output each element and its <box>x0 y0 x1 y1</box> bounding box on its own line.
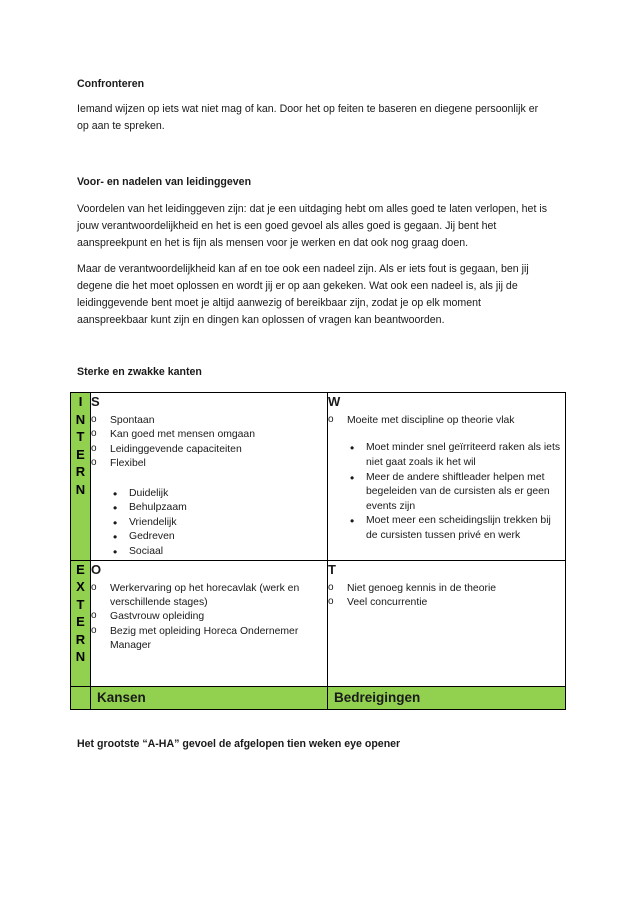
paragraph-voordelen <box>77 201 562 252</box>
list-item: • Behulpzaam <box>91 501 327 516</box>
side-letter: T <box>76 429 85 444</box>
opportunities-letter: O <box>91 561 102 577</box>
list-item: • Moet minder snel geïrriteerd raken als iets niet gaat zoals ik het wil <box>328 441 565 470</box>
strengths-list <box>91 414 327 472</box>
text-line: op aan te spreken. <box>77 120 165 132</box>
text-line: aanspreekbaar kunt zijn en dingen kan oplossen of vragen kan beantwoorden. <box>77 314 445 326</box>
paragraph-confronteren <box>77 101 562 135</box>
strengths-letter: S <box>91 394 100 409</box>
swot-row-intern <box>71 393 566 561</box>
extern-label <box>71 560 91 686</box>
list-item: o Werkervaring op het horecavlak (werk en verschillende stages) <box>91 582 327 611</box>
list-item: o Veel concurrentie <box>328 596 565 610</box>
list-item: • Gedreven <box>91 530 327 545</box>
list-item: o Spontaan <box>91 414 327 428</box>
list-item: • Moet meer een scheidingslijn trekken bij de cursisten tussen privé en werk <box>328 514 565 543</box>
side-letter: R <box>75 631 86 647</box>
list-item: o Kan goed met mensen omgaan <box>91 428 327 442</box>
side-letter: E <box>76 561 85 577</box>
side-letter: E <box>76 446 85 462</box>
footer-corner <box>71 686 91 709</box>
list-item: • Vriendelijk <box>91 516 327 531</box>
list-item: o Gastvrouw opleiding <box>91 610 327 624</box>
side-letter: N <box>75 411 86 427</box>
opportunities-list <box>91 582 327 654</box>
heading-voor-nadelen: Voor- en nadelen van leidinggeven <box>77 176 252 188</box>
swot-row-footer <box>71 686 566 709</box>
text-line: Voordelen van het leidinggeven zijn: dat je een uitdaging hebt om alles goed te laten verlopen, het is <box>77 203 547 215</box>
side-letter: E <box>76 614 85 630</box>
text-line: Maar de verantwoordelijkheid kan af en toe ook een nadeel zijn. Als er iets fout is gegaan, ben jij <box>77 263 529 275</box>
swot-row-extern <box>71 560 566 686</box>
list-item: o Leidinggevende capaciteiten <box>91 443 327 457</box>
side-letter: X <box>76 579 85 595</box>
list-item: o Flexibel <box>91 457 327 471</box>
label-kansen: Kansen <box>91 686 328 709</box>
side-letter: I <box>78 394 83 409</box>
swot-strengths <box>91 393 328 561</box>
list-item: o Moeite met discipline op theorie vlak <box>328 414 565 428</box>
label-bedreigingen: Bedreigingen <box>328 686 566 709</box>
swot-table <box>70 392 566 710</box>
side-letter: N <box>75 481 86 497</box>
text-line: jouw verantwoordelijkheid en het is een goed gevoel als alles goed is gegaan. Jij bent het <box>77 220 497 232</box>
side-letter: T <box>76 596 85 612</box>
heading-aha: Het grootste “A-HA” gevoel de afgelopen tien weken eye opener <box>77 738 401 750</box>
weaknesses-bullets <box>328 441 565 543</box>
text-line: aanspreekpunt en het is fijn als mensen voor je werken en dat ook nog graag doen. <box>77 237 469 249</box>
intern-label <box>71 393 91 561</box>
text-line: leidinggevende bent moet je altijd aanwezig of bereikbaar zijn, zodat je op elk moment <box>77 297 481 309</box>
threats-list <box>328 582 565 611</box>
weaknesses-list <box>328 414 565 428</box>
heading-sterke-zwakke: Sterke en zwakke kanten <box>77 366 202 378</box>
list-item: • Meer de andere shiftleader helpen met begeleiden van de cursisten als er geen events zijn <box>328 471 565 515</box>
swot-weaknesses <box>328 393 566 561</box>
text-line: Iemand wijzen op iets wat niet mag of kan. Door het op feiten te baseren en diegene persoonlijk er <box>77 103 539 115</box>
swot-threats <box>328 560 566 686</box>
side-letter: N <box>75 649 86 665</box>
side-letter: R <box>75 464 86 479</box>
heading-confronteren: Confronteren <box>77 78 145 90</box>
list-item: • Sociaal <box>91 545 327 560</box>
list-item: • Duidelijk <box>91 487 327 502</box>
swot-opportunities <box>91 560 328 686</box>
strengths-bullets <box>91 487 327 560</box>
threats-letter: T <box>328 561 336 577</box>
list-item: o Niet genoeg kennis in de theorie <box>328 582 565 596</box>
list-item: o Bezig met opleiding Horeca Ondernemer Manager <box>91 625 327 654</box>
weaknesses-letter: W <box>328 394 341 409</box>
paragraph-nadelen <box>77 261 562 329</box>
text-line: degene die het moet oplossen en wordt jij er op aan gekeken. Wat ook een nadeel is, als jij de <box>77 280 518 292</box>
